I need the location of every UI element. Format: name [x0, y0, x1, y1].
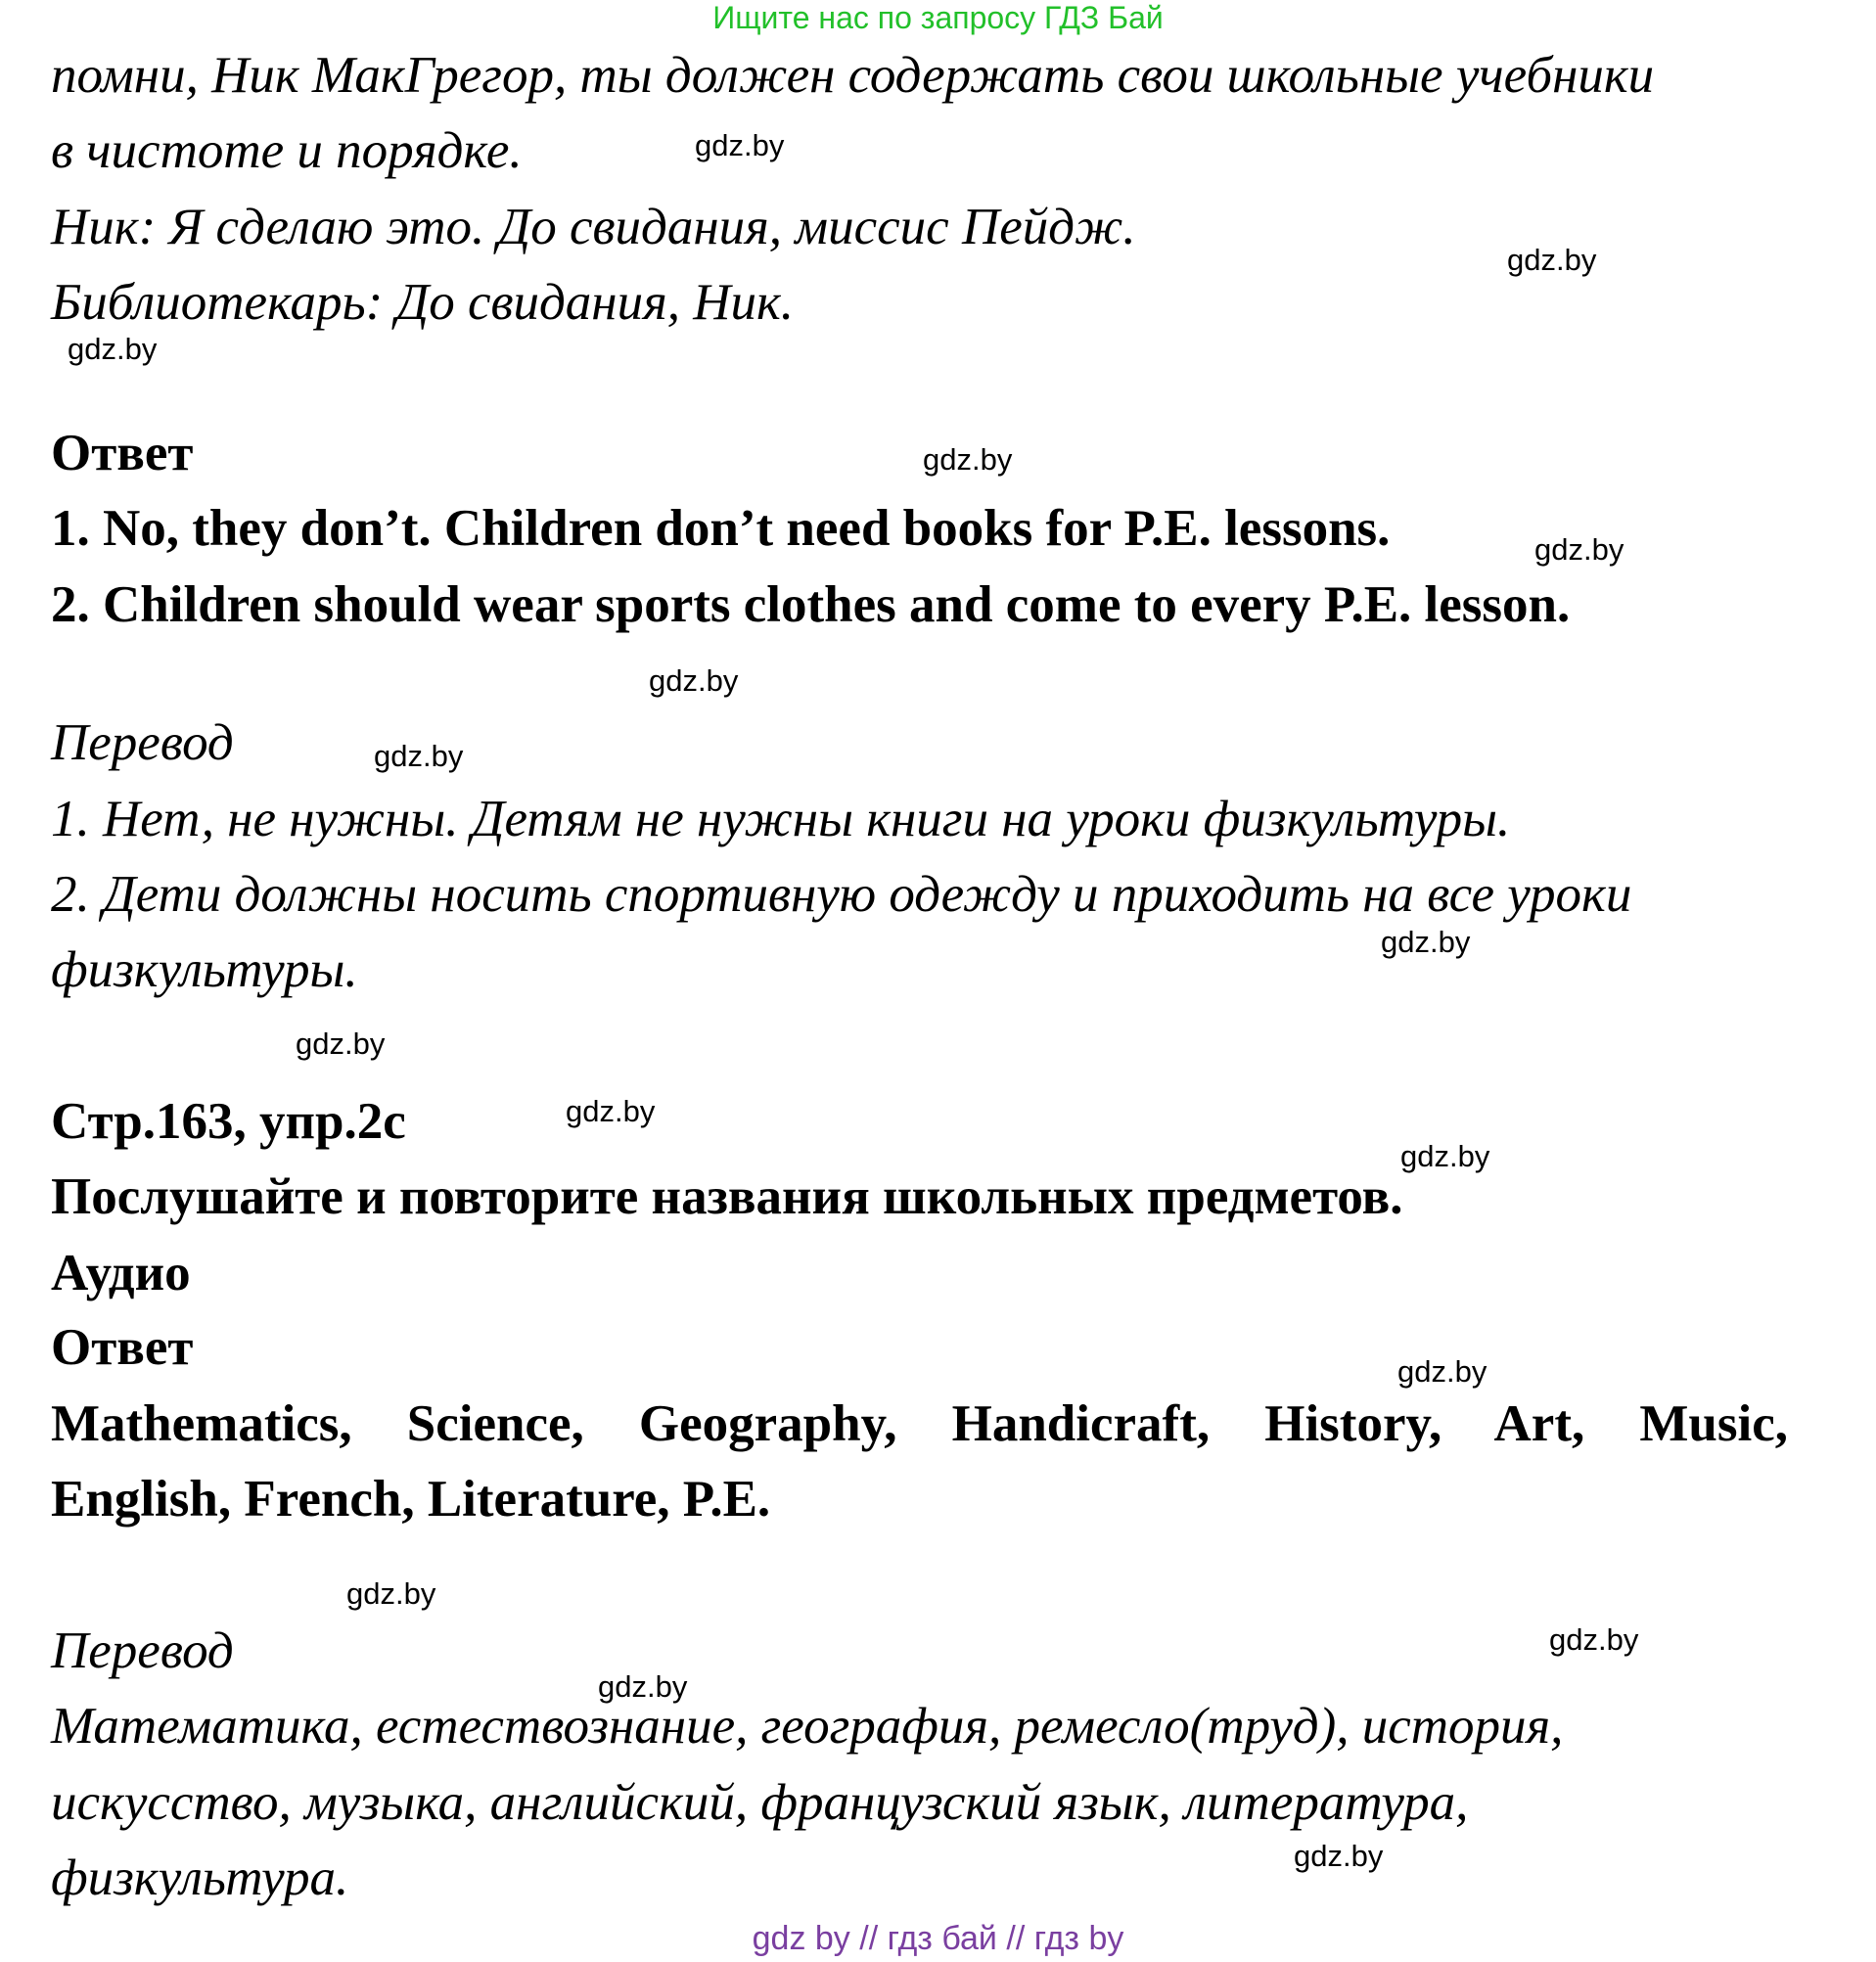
translation-line-3: физкультуры.	[51, 941, 358, 998]
watermark: gdz.by	[1534, 532, 1624, 567]
translation-heading: Перевод	[51, 714, 234, 771]
exercise-answer-heading: Ответ	[51, 1319, 194, 1376]
dialogue-line-4: Библиотекарь: До свидания, Ник.	[51, 274, 795, 331]
subjects-translation-line-1: Математика, естествознание, география, ремесло(труд), история,	[51, 1698, 1564, 1755]
watermark: gdz.by	[1507, 243, 1597, 277]
footer-watermark: gdz by // гдз бай // гдз by	[752, 1920, 1124, 1957]
top-banner: Ищите нас по запросу ГДЗ Бай	[712, 0, 1164, 35]
subjects-line-1: Mathematics, Science, Geography, Handicraft, History, Art, Music,	[51, 1395, 1788, 1452]
subjects-line-2: English, French, Literature, P.E.	[51, 1471, 771, 1528]
watermark: gdz.by	[566, 1094, 656, 1128]
watermark: gdz.by	[923, 442, 1013, 477]
watermark: gdz.by	[1549, 1622, 1639, 1657]
dialogue-line-3: Ник: Я сделаю это. До свидания, миссис Пейдж.	[51, 199, 1136, 255]
watermark: gdz.by	[695, 128, 785, 162]
watermark: gdz.by	[296, 1027, 386, 1061]
exercise-title: Стр.163, упр.2c	[51, 1093, 406, 1150]
watermark: gdz.by	[1294, 1839, 1384, 1873]
dialogue-line-2: в чистоте и порядке.	[51, 122, 523, 179]
watermark: gdz.by	[1381, 925, 1471, 959]
watermark: gdz.by	[1397, 1354, 1487, 1389]
answer-line-2: 2. Children should wear sports clothes and come to every P.E. lesson.	[51, 576, 1571, 633]
dialogue-line-1: помни, Ник МакГрегор, ты должен содержать свои школьные учебники	[51, 47, 1655, 104]
answer-heading: Ответ	[51, 425, 194, 481]
exercise-instruction: Послушайте и повторите названия школьных предметов.	[51, 1168, 1403, 1225]
watermark: gdz.by	[1400, 1139, 1490, 1173]
answer-line-1: 1. No, they don’t. Children don’t need books for P.E. lessons.	[51, 500, 1391, 557]
translation-line-2: 2. Дети должны носить спортивную одежду и приходить на все уроки	[51, 866, 1632, 923]
subjects-translation-line-3: физкультура.	[51, 1849, 349, 1906]
watermark: gdz.by	[649, 663, 739, 698]
exercise-translation-heading: Перевод	[51, 1622, 234, 1679]
watermark: gdz.by	[598, 1669, 688, 1704]
audio-label: Аудио	[51, 1245, 191, 1301]
translation-line-1: 1. Нет, не нужны. Детям не нужны книги на уроки физкультуры.	[51, 791, 1511, 847]
watermark: gdz.by	[68, 332, 158, 366]
watermark: gdz.by	[374, 739, 464, 773]
subjects-translation-line-2: искусство, музыка, английский, французский язык, литература,	[51, 1774, 1469, 1831]
watermark: gdz.by	[346, 1576, 436, 1611]
